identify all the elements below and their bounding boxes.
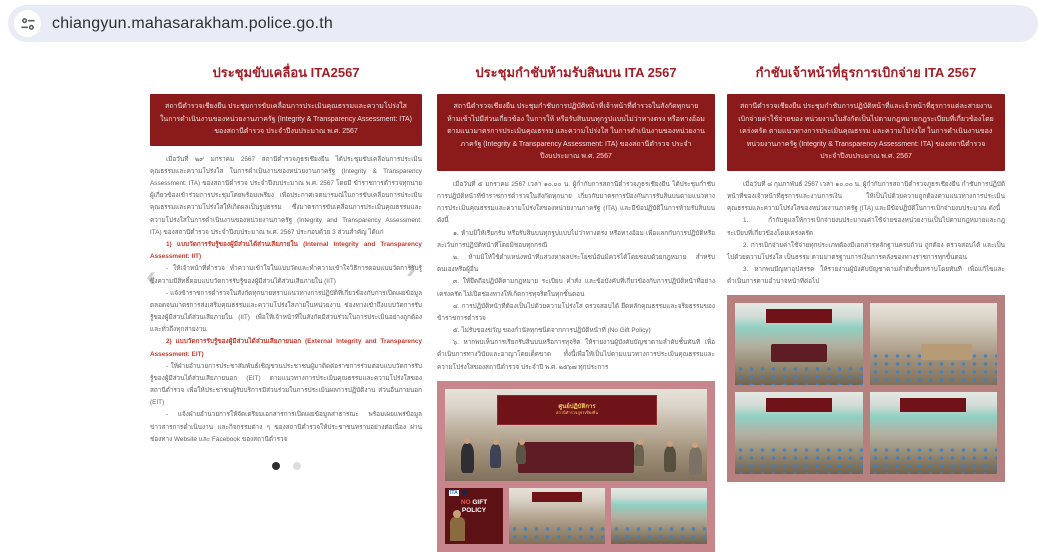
- person-silhouette: [516, 444, 526, 464]
- post-body-1: [150, 154, 422, 446]
- poster-word-gift: GIFT: [472, 498, 488, 506]
- photo-meeting-small: [509, 488, 605, 544]
- person-silhouette: [461, 443, 474, 473]
- person-silhouette: [634, 444, 644, 466]
- red-banner-strip: [532, 492, 582, 502]
- post-column-2: [437, 62, 715, 552]
- post-title-1[interactable]: ประชุมขับเคลื่อน ITA2567: [212, 65, 360, 80]
- person-silhouette: [689, 447, 702, 475]
- list-item: ๕. ไม่รับของขวัญ ของกำนัลทุกชนิดจากการปฏิบัติหน้าที่ (No Gift Policy): [453, 327, 651, 335]
- police-officer-figure: [450, 517, 465, 541]
- no-gift-policy-poster: [445, 488, 503, 544]
- list-item: ๑. ห้ามมิให้เรียกรับ หรือรับสินบนทุกรูปแบบไม่ว่าทางตรง หรือทางอ้อม เพื่อแลกกับการปฏิบัติหรือละเว้นการปฏิบัติหน้าที่โดยมิชอบทุกกรณี: [437, 229, 715, 249]
- meeting-table: [921, 344, 972, 360]
- paragraph: - แจ้งข้าราชการตำรวจในสังกัดทุกนายทราบแนวทางการปฏิบัติที่เกี่ยวข้องกับการเปิดเผยข้อมูล ตลอดจนมาตรการส่งเสริมคุณธรรมและความโปร่งใสภายในหน่วยงาน ช่องทางเข้าถึงแบบวัดการรับรู้ของผู้มีส่วนได้ส่วนเสียภายใน (IIT) เพื่อให้เจ้าหน้าที่ในสังกัดมีส่วนร่วมในการประเมินอย่างถูกต้องและทั่วถึงทุกสายงาน: [150, 289, 422, 334]
- paragraph: - แจ้งฝ่ายอำนวยการให้จัดเตรียมเอกสารการเปิดเผยข้อมูลสาธารณะ พร้อมเผยแพร่ข้อมูลข่าวสารการดำเนินงาน และกิจกรรมต่าง ๆ ของสถานีตำรวจให้ประชาชนทราบอย่างต่อเนื่อง ผ่านช่องทาง Website และ Facebook ของสถานีตำรวจ: [150, 411, 422, 443]
- person-silhouette: [490, 444, 501, 468]
- banner-title: ศูนย์ปฏิบัติการ: [558, 404, 596, 411]
- poster-word-policy: POLICY: [461, 507, 487, 515]
- paragraph: - ให้เจ้าหน้าที่ตำรวจ ทำความเข้าใจในแบบวัดและทำความเข้าใจวิธีการตอบแบบวัดการรับรู้ ซึ่งความมีสิทธิ์ตอบแบบวัดการรับรู้ของผู้มีส่วนได้ส่วนเสียภายใน (IIT): [150, 265, 422, 285]
- site-settings-button[interactable]: [14, 10, 41, 37]
- photo-collage-meeting[interactable]: [437, 381, 715, 552]
- meeting-table: [518, 442, 633, 473]
- post-column-3: [727, 62, 1005, 482]
- photo-collage-grid[interactable]: [727, 295, 1005, 482]
- post-body-2: [437, 179, 715, 374]
- operation-center-banner: [497, 395, 656, 425]
- list-item: 3. หากพบปัญหาอุปสรรค ให้รายงานผู้บังคับบัญชาตามลำดับชั้นทราบโดยทันที เพื่อแก้ไขและดำเนินการตามอำนาจหน้าที่ต่อไป: [727, 266, 1005, 286]
- poster-logos: [449, 490, 467, 496]
- photo-meeting-small: [611, 488, 707, 544]
- photo-meeting-room-large: [445, 389, 707, 481]
- list-item: 2. การเบิกจ่ายค่าใช้จ่ายทุกประเภทต้องมีเอกสารหลักฐานครบถ้วน ถูกต้อง ตรวจสอบได้ และเป็นไปด้วยความโปร่งใส เป็นธรรม ตามมาตรฐานการเงินการคลังของทางราชการทุกขั้นตอน: [727, 241, 1005, 261]
- photo-row: [445, 488, 707, 544]
- post-title-3[interactable]: กำชับเจ้าหน้าที่ธุรการเบิกจ่าย ITA 2567: [755, 65, 977, 80]
- post-body-3: [727, 179, 1005, 289]
- carousel-prev-icon[interactable]: ‹: [146, 260, 156, 293]
- audience-chairs: [870, 446, 998, 474]
- post-summary-banner-2: สถานีตำรวจเชียงยืน ประชุมกำชับการปฏิบัติหน้าที่เจ้าหน้าที่ตำรวจในสังกัดทุกนาย ห้ามเข้าไปมีส่วนเกี่ยวข้อง ในการให้ หรือรับสินบนทุกรูปแบบไม่ว่าทางตรง หรือทางอ้อม ตามแนวมาตรการประเมินคุณธรรม และความโปร่งใส ในการดำเนินงานของหน่วยงานภาครัฐ (Integrity & Transparency Assessment: ITA) ของสถานีตำรวจ ประจำปีงบประมาณ พ.ศ. 2567: [437, 94, 715, 171]
- photo-meeting-small: [735, 303, 863, 385]
- red-banner-strip: [900, 398, 966, 412]
- person-silhouette: [664, 446, 676, 472]
- paragraph: - ให้ฝ่ายอำนวยการประชาสัมพันธ์เชิญชวนประชาชนผู้มาติดต่อราชการร่วมตอบแบบวัดการรับรู้ของผู้มีส่วนได้ส่วนเสียภายนอก (EIT) ตามแนวทางการประเมินคุณธรรมและความโปร่งใสของสถานีตำรวจ เพื่อให้ประชาชนผู้รับบริการมีส่วนร่วมในการประเมินผลการปฏิบัติงาน ส่วนอื่นภายนอก (EIT): [150, 362, 422, 407]
- police-badge-icon: [462, 490, 467, 495]
- carousel-dot-active[interactable]: [272, 462, 280, 470]
- photo-meeting-small: [870, 303, 998, 385]
- list-item: ๓. ให้ยึดถือปฏิบัติตามกฎหมาย ระเบียบ คำสั่ง และข้อบังคับที่เกี่ยวข้องกับการปฏิบัติหน้าที่อย่างเคร่งครัด ไม่เปิดช่องทางให้เกิดการทุจริตในทุกขั้นตอน: [437, 278, 715, 298]
- url-text[interactable]: chiangyun.mahasarakham.police.go.th: [52, 14, 333, 32]
- list-item: ๒. ห้ามมิให้ใช้ตำแหน่งหน้าที่แสวงหาผลประโยชน์อันมิควรได้โดยชอบด้วยกฎหมาย สำหรับตนเองหรือผู้อื่น: [437, 254, 715, 274]
- carousel-dot[interactable]: [293, 462, 301, 470]
- carousel-next-icon[interactable]: ›: [406, 252, 416, 285]
- photo-meeting-small: [870, 392, 998, 474]
- audience-chairs: [509, 525, 605, 544]
- post-summary-banner-1: สถานีตำรวจเชียงยืน ประชุมการขับเคลื่อนการประเมินคุณธรรมและความโปร่งใส ในการดำเนินงานของหน่วยงานภาครัฐ (Integrity & Transparency Assessment: ITA) ของสถานีตำรวจ ประจำปีงบประมาณ พ.ศ. 2567: [150, 94, 422, 146]
- poster-word-no: NO: [460, 498, 471, 506]
- section-heading-iit: 1) แบบวัดการรับรู้ของผู้มีส่วนได้ส่วนเสียภายใน (Internal Integrity and Transparency Assessment: IIT): [150, 240, 422, 261]
- list-item: ๔. การปฏิบัติหน้าที่ต้องเป็นไปด้วยความโปร่งใส ตรวจสอบได้ ยึดหลักคุณธรรมและจริยธรรมของข้าราชการตำรวจ: [437, 302, 715, 322]
- post-column-1: [150, 62, 422, 470]
- photo-meeting-small: [735, 392, 863, 474]
- list-item: ๖. หากพบเห็นการเรียกรับสินบนหรือการทุจริต ให้รายงานผู้บังคับบัญชาตามลำดับชั้นทันที เพื่อดำเนินการทางวินัยและอาญาโดยเด็ดขาด ทั้งนี้เพื่อให้เป็นไปตามแนวทางการประเมินคุณธรรมและความโปร่งใสของสถานีตำรวจ ประจำปี พ.ศ. ๒๕๖๗ ทุกประการ: [437, 339, 715, 371]
- browser-url-bar[interactable]: [8, 5, 1038, 42]
- red-banner-strip: [766, 398, 832, 412]
- section-heading-eit: 2) แบบวัดการรับรู้ของผู้มีส่วนได้ส่วนเสียภายนอก (External Integrity and Transparency Assessment: EIT): [150, 338, 422, 358]
- paragraph: เมื่อวันที่ ๘ กุมภาพันธ์ 2567 เวลา ๑๐.๐๐ น. ผู้กำกับการสถานีตำรวจภูธรเชียงยืน กำชับการปฏิบัติหน้าที่ของเจ้าหน้าที่ธุรการและงานการเงิน ให้เป็นไปด้วยความถูกต้องตามแนวทางการประเมินคุณธรรมและความโปร่งใสของหน่วยงานภาครัฐ (ITA) และมีข้อปฏิบัติในการเบิกจ่ายงบประมาณ ดังนี้: [727, 180, 1005, 213]
- paragraph: เมื่อวันที่ ๒๙ มกราคม 2567 สถานีตำรวจภูธรเชียงยืน ได้ประชุมขับเคลื่อนการประเมินคุณธรรมและความโปร่งใส ในการดำเนินงานของหน่วยงานภาครัฐ (Integrity & Transparency Assessment: ITA) ของสถานีตำรวจ ประจำปีงบประมาณ พ.ศ. 2567 โดยมี ข้าราชการตำรวจทุกนาย ผู้เกี่ยวข้องเข้าร่วมการประชุมโดยพร้อมเพรียง เพื่อประกาศเจตนารมณ์ในการขับเคลื่อนการประเมินคุณธรรมและความโปร่งใสให้เกิดผลเป็นรูปธรรม ซึ่งมาตรการขับเคลื่อนการประเมินคุณธรรมและความโปร่งใสในการดำเนินงานของหน่วยงานภาครัฐ (Integrity and Transparency Assessment: ITA) ของสถานีตำรวจ ประจำปีงบประมาณ พ.ศ. 2567 ประกอบด้วย 3 ส่วนสำคัญ ได้แก่: [150, 155, 422, 236]
- post-title-2[interactable]: ประชุมกำชับห้ามรับสินบน ITA 2567: [475, 65, 677, 80]
- post-summary-banner-3: สถานีตำรวจเชียงยืน ประชุมกำชับการปฏิบัติหน้าที่และเจ้าหน้าที่ธุรการแต่ละสายงานเบิกจ่ายค่าใช้จ่ายของ หน่วยงานในสังกัดเป็นไปตามกฎหมายกฎระเบียบที่เกี่ยวข้องโดยเคร่งครัด ตามแนวทางการประเมินคุณธรรม และความโปร่งใส ในการดำเนินงานของหน่วยงานภาครัฐ (Integrity & Transparency Assessment: ITA) ของสถานีตำรวจประจำปีงบประมาณ พ.ศ. 2567: [727, 94, 1005, 171]
- banner-subtitle: สถานีตำรวจภูธรเชียงยืน: [555, 409, 599, 415]
- audience-chairs: [611, 525, 707, 544]
- audience-chairs: [735, 446, 863, 474]
- paragraph: เมื่อวันที่ ๕ มกราคม 2567 เวลา ๑๐.๐๐ น. ผู้กำกับการสถานีตำรวจภูธรเชียงยืน ได้ประชุมกำชับการปฏิบัติหน้าที่ข้าราชการตำรวจในสังกัดทุกนาย เกี่ยวกับมาตรการป้องกันการรับสินบนตามแนวทางการประเมินคุณธรรมและความโปร่งใสของหน่วยงานภาครัฐ (ITA) และมีข้อปฏิบัติในการห้ามรับสินบน ดังนี้: [437, 180, 715, 225]
- red-banner-strip: [766, 309, 832, 323]
- list-item: 1. กำกับดูแลให้การเบิกจ่ายงบประมาณค่าใช้จ่ายของหน่วยงานเป็นไปตามกฎหมายและกฎระเบียบที่เกี่ยวข้องโดยเคร่งครัด: [727, 217, 1005, 237]
- ita-logo: ITA: [450, 489, 458, 496]
- carousel-dots: [150, 462, 422, 470]
- audience-chairs: [735, 365, 863, 385]
- tune-icon: [20, 16, 36, 32]
- poster-line-1: [461, 499, 487, 507]
- meeting-table: [771, 344, 827, 362]
